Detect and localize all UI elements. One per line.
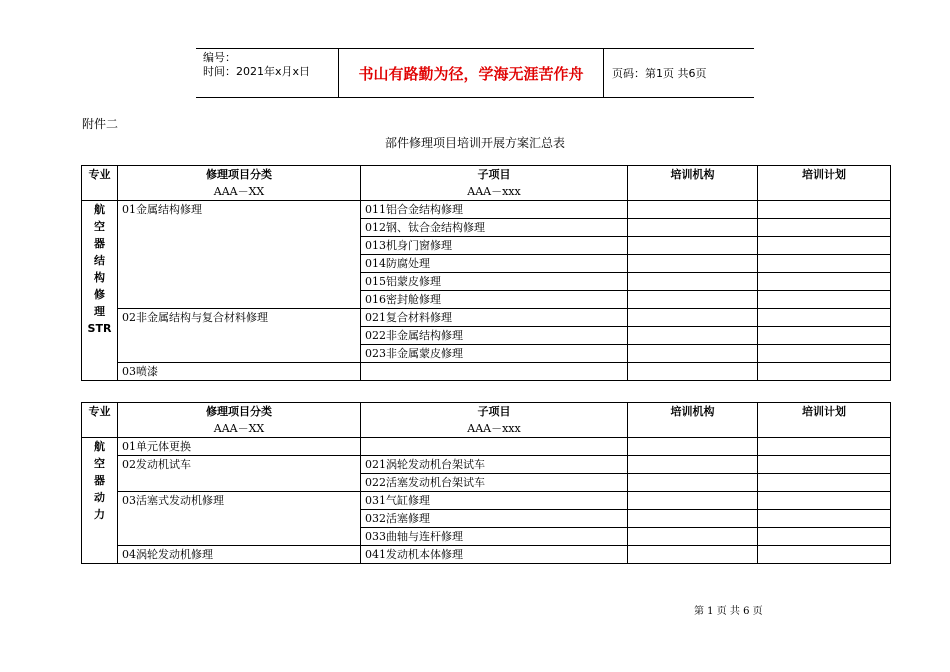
table-header-row [82, 166, 891, 201]
page-title: 部件修理项目培训开展方案汇总表 [384, 136, 565, 150]
major-label [86, 438, 113, 523]
major-label-char: 力 [94, 508, 105, 521]
category-cell: 04涡轮发动机修理 [118, 546, 361, 564]
page-footer: 第 1 页 共 6 页 [694, 606, 763, 617]
col-subitem-label: 子项目 [477, 405, 511, 418]
institution-cell [628, 438, 758, 456]
category-cell: 02发动机试车 [118, 456, 361, 492]
major-label-char: 结 [94, 254, 105, 267]
plan-cell [758, 510, 891, 528]
table-header-row [82, 403, 891, 438]
table-row [82, 201, 891, 219]
major-label-char: 器 [94, 474, 105, 487]
training-table-structure [81, 165, 891, 381]
plan-cell [758, 327, 891, 345]
col-category [118, 166, 361, 201]
header-page-number: 页码：第1页 共6页 [612, 67, 707, 80]
plan-cell [758, 345, 891, 363]
subitem-cell: 022活塞发动机台架试车 [361, 474, 628, 492]
col-subitem-code: AAA－xxx [467, 422, 521, 435]
institution-cell [628, 201, 758, 219]
col-institution: 培训机构 [628, 166, 758, 201]
plan-cell [758, 273, 891, 291]
subitem-cell: 032活塞修理 [361, 510, 628, 528]
table-row [82, 309, 891, 327]
category-cell: 01金属结构修理 [118, 201, 361, 309]
plan-cell [758, 201, 891, 219]
plan-cell [758, 492, 891, 510]
plan-cell [758, 438, 891, 456]
document-header [196, 48, 754, 98]
institution-cell [628, 255, 758, 273]
major-label-char: 空 [94, 457, 105, 470]
major-cell [82, 438, 118, 564]
major-label-char: 器 [94, 237, 105, 250]
major-label-char: 构 [94, 271, 105, 284]
subitem-cell: 023非金属蒙皮修理 [361, 345, 628, 363]
major-label-char: 理 [94, 305, 105, 318]
major-label [86, 201, 113, 337]
subitem-cell: 033曲轴与连杆修理 [361, 528, 628, 546]
plan-cell [758, 219, 891, 237]
date-label: 时间：2021年x月x日 [203, 65, 311, 78]
category-cell: 01单元体更换 [118, 438, 361, 456]
col-subitem-code: AAA－xxx [467, 185, 521, 198]
col-category-code: AAA－XX [213, 422, 265, 435]
col-category-label: 修理项目分类 [206, 168, 272, 181]
institution-cell [628, 510, 758, 528]
subitem-cell: 016密封舱修理 [361, 291, 628, 309]
plan-cell [758, 363, 891, 381]
col-subitem-label: 子项目 [477, 168, 511, 181]
category-cell: 03喷漆 [118, 363, 361, 381]
col-institution: 培训机构 [628, 403, 758, 438]
table-row [82, 363, 891, 381]
table-row [82, 546, 891, 564]
major-label-char: 航 [94, 440, 105, 453]
col-major: 专业 [82, 403, 118, 438]
col-category-label: 修理项目分类 [206, 405, 272, 418]
category-cell: 02非金属结构与复合材料修理 [118, 309, 361, 363]
institution-cell [628, 237, 758, 255]
institution-cell [628, 474, 758, 492]
subitem-cell: 031气缸修理 [361, 492, 628, 510]
plan-cell [758, 291, 891, 309]
subitem-cell: 013机身门窗修理 [361, 237, 628, 255]
training-table-powerplant [81, 402, 891, 564]
header-meta [196, 49, 338, 97]
institution-cell [628, 309, 758, 327]
major-label-char: STR [87, 322, 112, 335]
institution-cell [628, 456, 758, 474]
institution-cell [628, 219, 758, 237]
subitem-cell [361, 363, 628, 381]
institution-cell [628, 546, 758, 564]
subitem-cell: 011铝合金结构修理 [361, 201, 628, 219]
table-row [82, 438, 891, 456]
plan-cell [758, 237, 891, 255]
institution-cell [628, 291, 758, 309]
plan-cell [758, 309, 891, 327]
col-major: 专业 [82, 166, 118, 201]
institution-cell [628, 327, 758, 345]
table-row [82, 492, 891, 510]
institution-cell [628, 492, 758, 510]
plan-cell [758, 255, 891, 273]
subitem-cell: 014防腐处理 [361, 255, 628, 273]
col-plan: 培训计划 [758, 403, 891, 438]
institution-cell [628, 363, 758, 381]
table-row [82, 456, 891, 474]
subitem-cell: 015铝蒙皮修理 [361, 273, 628, 291]
plan-cell [758, 456, 891, 474]
doc-number-label: 编号： [203, 51, 236, 64]
col-subitem [361, 166, 628, 201]
plan-cell [758, 546, 891, 564]
major-label-char: 空 [94, 220, 105, 233]
header-slogan: 书山有路勤为径，学海无涯苦作舟 [338, 49, 604, 97]
major-label-char: 动 [94, 491, 105, 504]
col-subitem [361, 403, 628, 438]
plan-cell [758, 474, 891, 492]
plan-cell [758, 528, 891, 546]
institution-cell [628, 528, 758, 546]
col-category-code: AAA－XX [213, 185, 265, 198]
annex-label: 附件二 [82, 117, 119, 131]
subitem-cell: 012钢、钛合金结构修理 [361, 219, 628, 237]
subitem-cell: 041发动机本体修理 [361, 546, 628, 564]
subitem-cell: 021涡轮发动机台架试车 [361, 456, 628, 474]
major-cell [82, 201, 118, 381]
category-cell: 03活塞式发动机修理 [118, 492, 361, 546]
institution-cell [628, 273, 758, 291]
subitem-cell: 022非金属结构修理 [361, 327, 628, 345]
subitem-cell [361, 438, 628, 456]
institution-cell [628, 345, 758, 363]
col-category [118, 403, 361, 438]
col-plan: 培训计划 [758, 166, 891, 201]
major-label-char: 修 [94, 288, 105, 301]
subitem-cell: 021复合材料修理 [361, 309, 628, 327]
major-label-char: 航 [94, 203, 105, 216]
